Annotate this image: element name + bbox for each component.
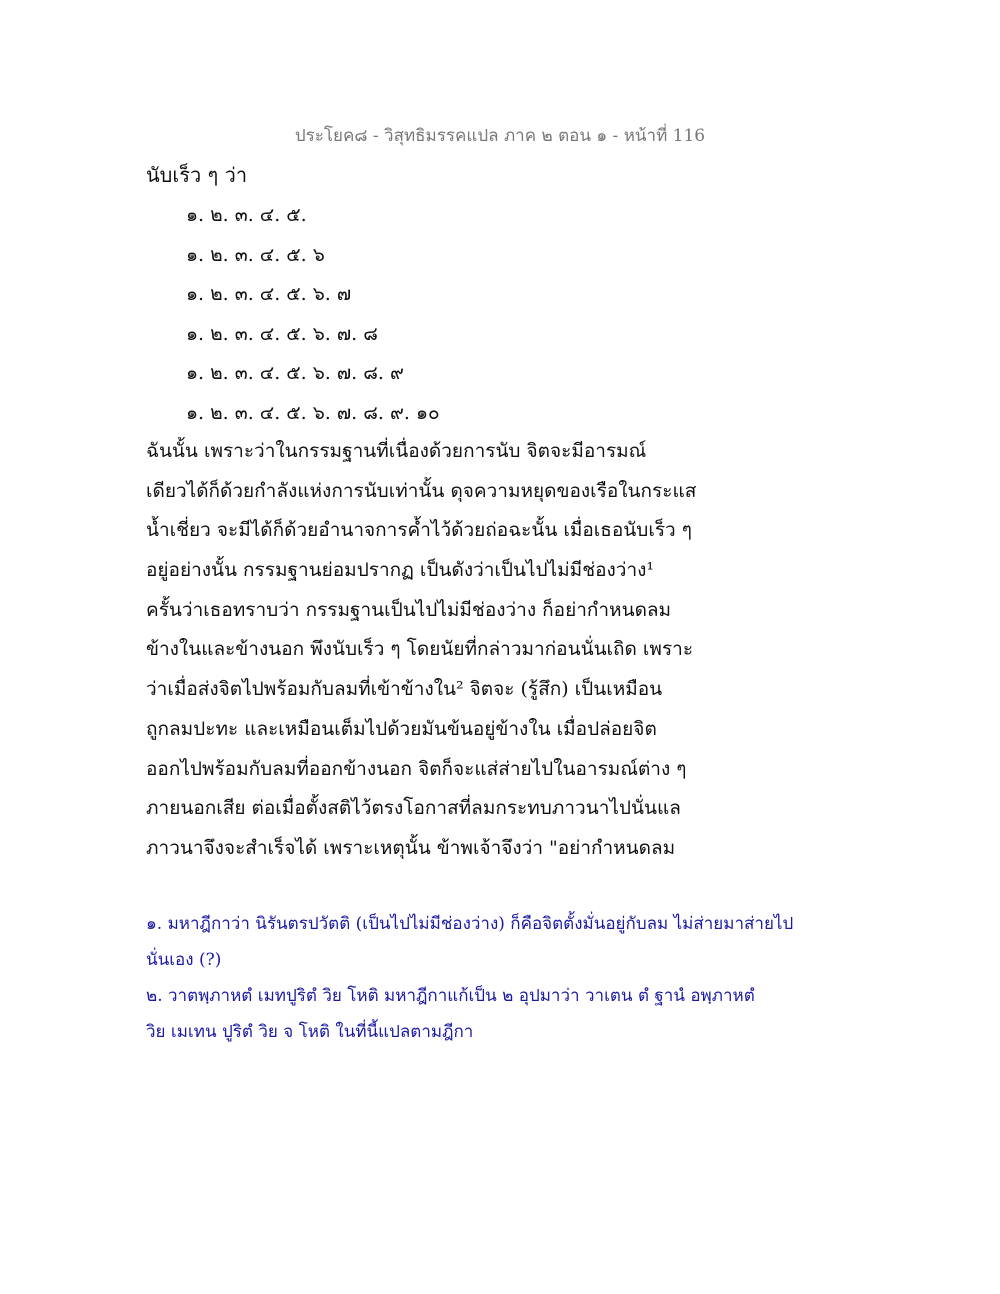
footnote-line: ๒. วาตพฺภาหตํ เมทปูริตํ วิย โหติ มหาฎีกาแก้เป็น ๒ อุปมาว่า วาเตน ตํ ฐานํ อพฺภาหตํ <box>146 986 755 1006</box>
counting-line: ๑. ๒. ๓. ๔. ๕. ๖. ๗. ๘. ๙ <box>186 362 404 384</box>
body-line: ออกไปพร้อมกับลมที่ออกข้างนอก จิตก็จะแส่ส่ายไปในอารมณ์ต่าง ๆ <box>146 757 687 780</box>
body-line: ครั้นว่าเธอทราบว่า กรรมฐานเป็นไปไม่มีช่องว่าง ก็อย่ากำหนดลม <box>146 598 672 621</box>
body-line: ข้างในและข้างนอก พึงนับเร็ว ๆ โดยนัยที่กล่าวมาก่อนนั่นเถิด เพราะ <box>146 638 694 661</box>
counting-line: ๑. ๒. ๓. ๔. ๕. ๖. ๗. ๘ <box>186 322 378 345</box>
body-line: ภาวนาจึงจะสำเร็จได้ เพราะเหตุนั้น ข้าพเจ้าจึงว่า "อย่ากำหนดลม <box>146 836 676 859</box>
counting-line: ๑. ๒. ๓. ๔. ๕. ๖. ๗. ๘. ๙. ๑๐ <box>186 401 440 424</box>
counting-line: ๑. ๒. ๓. ๔. ๕. ๖ <box>186 243 325 266</box>
body-line: อยู่อย่างนั้น กรรมฐานย่อมปรากฏ เป็นดังว่าเป็นไปไม่มีช่องว่าง¹ <box>146 559 655 582</box>
body-line: ภายนอกเสีย ต่อเมื่อตั้งสติไว้ตรงโอกาสที่ลมกระทบภาวนาไปนั่นแล <box>146 797 681 820</box>
counting-list <box>186 200 440 437</box>
counting-line: ๑. ๒. ๓. ๔. ๕. <box>186 204 307 226</box>
page-header: ประโยค๘ - วิสุทธิมรรคแปล ภาค ๒ ตอน ๑ - หน้าที่ 116 <box>294 126 706 146</box>
body-line: น้ำเชี่ยว จะมีได้ก็ด้วยอำนาจการค้ำไว้ด้วยถ่อฉะนั้น เมื่อเธอนับเร็ว ๆ <box>146 519 692 542</box>
body-paragraph <box>146 436 866 873</box>
footnote-line: นั่นเอง (?) <box>146 950 222 970</box>
body-line: ฉันนั้น เพราะว่าในกรรมฐานที่เนื่องด้วยการนับ จิตจะมีอารมณ์ <box>146 440 647 462</box>
body-line: เดียวได้ก็ด้วยกำลังแห่งการนับเท่านั้น ดุจความหยุดของเรือในกระแส <box>146 479 697 502</box>
footnote-line: ๑. มหาฎีกาว่า นิรันตรปวัตติ (เป็นไปไม่มีช่องว่าง) ก็คือจิตตั้งมั่นอยู่กับลม ไม่ส่ายมาส่ายไป <box>146 914 794 934</box>
body-line: ถูกลมปะทะ และเหมือนเต็มไปด้วยมันข้นอยู่ข้างใน เมื่อปล่อยจิต <box>146 717 657 740</box>
body-line: ว่าเมื่อส่งจิตไปพร้อมกับลมที่เข้าข้างใน² จิตจะ (รู้สึก) เป็นเหมือน <box>146 678 663 701</box>
footnotes <box>146 910 846 1054</box>
footnote-line: วิย เมเทน ปูริตํ วิย จ โหติ ในที่นี้แปลตามฎีกา <box>146 1022 474 1042</box>
counting-line: ๑. ๒. ๓. ๔. ๕. ๖. ๗ <box>186 283 352 305</box>
intro-line: นับเร็ว ๆ ว่า <box>146 163 248 187</box>
